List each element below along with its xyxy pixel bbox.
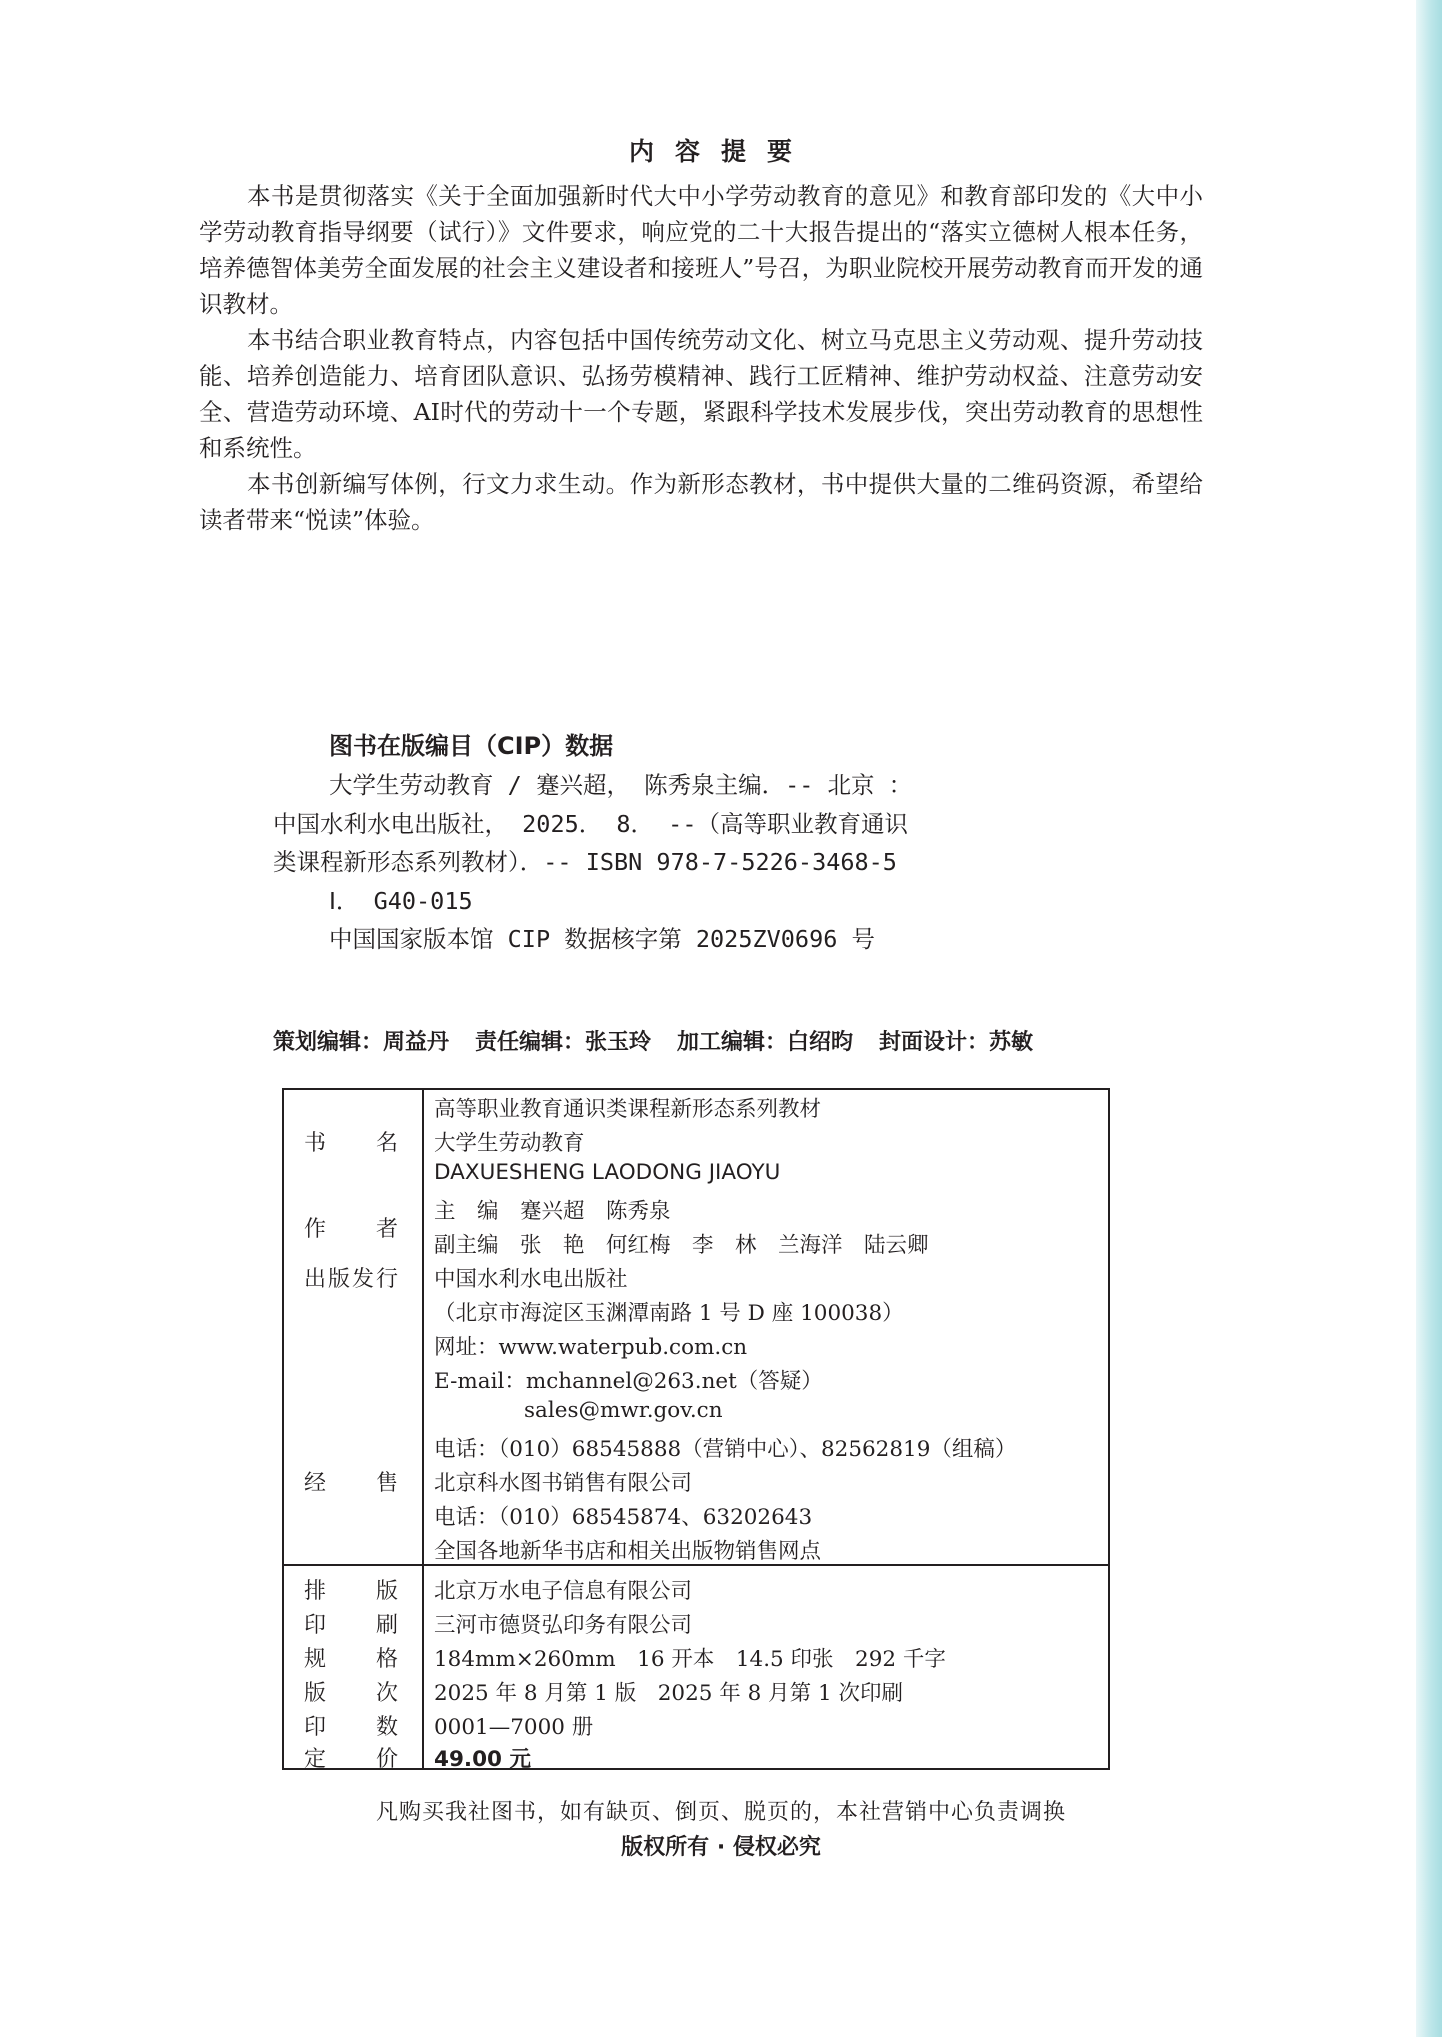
- cip-line: 类课程新形态系列教材）．-- ISBN 978-7-5226-3468-5: [273, 848, 897, 876]
- summary-title: 内容提要: [628, 137, 813, 166]
- label-print-count: 印数: [304, 1715, 398, 1740]
- label-typesetting: 排版: [304, 1579, 398, 1604]
- cip-line: 大学生劳动教育 / 蹇兴超， 陈秀泉主编．-- 北京 ：: [329, 771, 913, 799]
- edition-value: 2025 年 8 月第 1 版 2025 年 8 月第 1 次印刷: [434, 1681, 903, 1706]
- page-edge-strip: [1416, 0, 1442, 2037]
- book-title: 大学生劳动教育: [434, 1131, 585, 1156]
- label-spec: 规格: [304, 1647, 398, 1672]
- cip-title: 图书在版编目（CIP）数据: [329, 732, 614, 760]
- spec-value: 184mm×260mm 16 开本 14.5 印张 292 千字: [434, 1647, 946, 1672]
- typesetter-name: 北京万水电子信息有限公司: [434, 1579, 693, 1604]
- printer-name: 三河市德贤弘印务有限公司: [434, 1613, 693, 1638]
- publisher-email: E-mail：mchannel@263.net（答疑）: [434, 1369, 823, 1394]
- responsible-editor: 责任编辑：张玉玲: [475, 1030, 652, 1055]
- processing-editor: 加工编辑：白绍昀: [677, 1030, 854, 1055]
- publisher-phone: 电话：（010）68545888（营销中心）、82562819（组稿）: [434, 1437, 1017, 1462]
- cip-line: 中国水利水电出版社， 2025． 8． --（高等职业教育通识: [273, 810, 908, 838]
- label-price: 定价: [304, 1747, 398, 1772]
- summary-body: [199, 178, 1203, 538]
- label-publisher: 出版发行: [304, 1267, 398, 1292]
- price-value: 49.00 元: [434, 1747, 531, 1772]
- book-title-pinyin: DAXUESHENG LAODONG JIAOYU: [434, 1160, 781, 1185]
- editors-line: [273, 1025, 1059, 1056]
- series-name: 高等职业教育通识类课程新形态系列教材: [434, 1097, 822, 1122]
- retail-outlets: 全国各地新华书店和相关出版物销售网点: [434, 1539, 822, 1564]
- summary-paragraph: 本书是贯彻落实《关于全面加强新时代大中小学劳动教育的意见》和教育部印发的《大中小学劳动教育指导纲要（试行）》文件要求，响应党的二十大报告提出的“落实立德树人根本任务，培养德智体美劳全面发展的社会主义建设者和接班人”号召，为职业院校开展劳动教育而开发的通识教材。: [199, 182, 1203, 318]
- publisher-address: （北京市海淀区玉渊潭南路 1 号 D 座 100038）: [434, 1301, 904, 1326]
- replacement-notice: 凡购买我社图书，如有缺页、倒页、脱页的，本社营销中心负责调换: [375, 1800, 1066, 1825]
- cip-line: 中国国家版本馆 CIP 数据核字第 2025ZV0696 号: [329, 925, 876, 953]
- distributor-name: 北京科水图书销售有限公司: [434, 1471, 693, 1496]
- distributor-phone: 电话：（010）68545874、63202643: [434, 1505, 813, 1530]
- label-printing: 印刷: [304, 1613, 398, 1638]
- label-edition: 版次: [304, 1681, 398, 1706]
- summary-paragraph: 本书结合职业教育特点，内容包括中国传统劳动文化、树立马克思主义劳动观、提升劳动技能、培养创造能力、培育团队意识、弘扬劳模精神、践行工匠精神、维护劳动权益、注意劳动安全、营造劳动环境、AI时代的劳动十一个专题，紧跟科学技术发展步伐，突出劳动教育的思想性和系统性。: [199, 326, 1203, 462]
- cover-designer: 封面设计：苏敏: [879, 1030, 1034, 1055]
- label-distribution: 经售: [304, 1471, 398, 1496]
- copyright-notice: 版权所有 · 侵权必究: [621, 1835, 821, 1860]
- chief-editors: 主 编 蹇兴超 陈秀泉: [434, 1199, 671, 1224]
- label-author: 作者: [304, 1217, 398, 1242]
- label-book-name: 书名: [304, 1131, 398, 1156]
- book-info-table: [282, 1088, 1110, 1770]
- print-count-value: 0001—7000 册: [434, 1715, 594, 1740]
- publisher-name: 中国水利水电出版社: [434, 1267, 628, 1292]
- table-column-divider: [422, 1090, 424, 1768]
- publisher-email-secondary: sales@mwr.gov.cn: [524, 1398, 723, 1423]
- summary-paragraph: 本书创新编写体例，行文力求生动。作为新形态教材，书中提供大量的二维码资源，希望给读者带来“悦读”体验。: [199, 470, 1203, 534]
- planning-editor: 策划编辑：周益丹: [273, 1030, 450, 1055]
- deputy-editors: 副主编 张 艳 何红梅 李 林 兰海洋 陆云卿: [434, 1233, 929, 1258]
- publisher-website: 网址：www.waterpub.com.cn: [434, 1335, 748, 1360]
- cip-line: Ⅰ． G40-015: [329, 887, 473, 915]
